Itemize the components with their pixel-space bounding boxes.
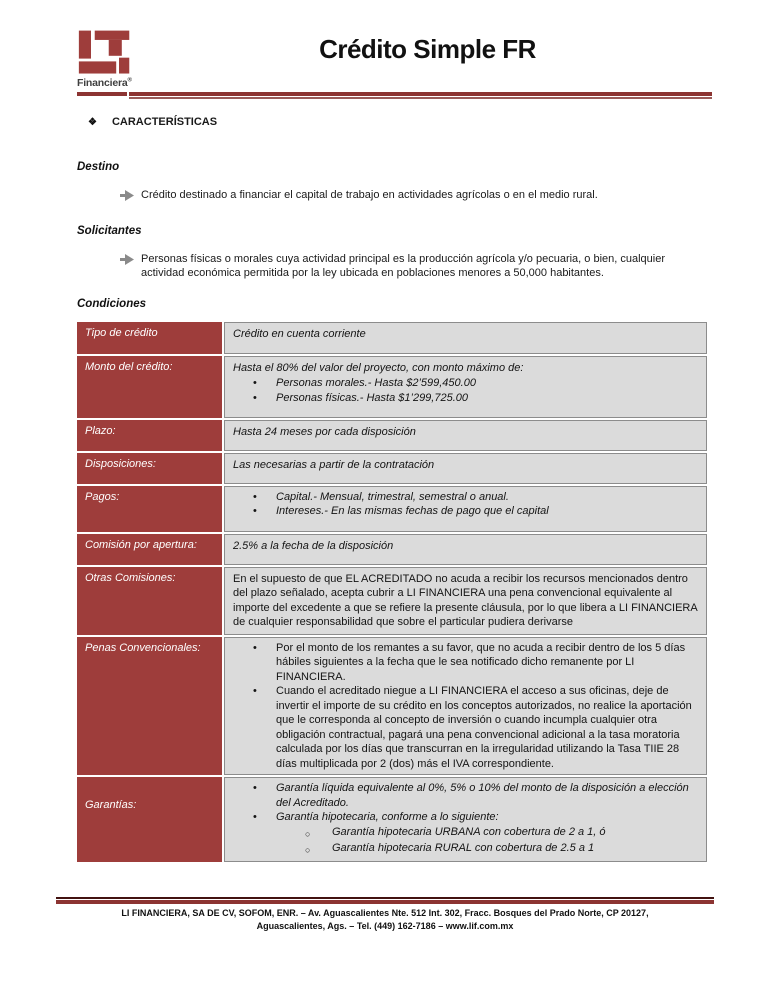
row-content-cell <box>224 567 707 635</box>
section-heading-solicitantes: Solicitantes <box>77 224 142 237</box>
footer-line: LI FINANCIERA, SA DE CV, SOFOM, ENR. – Av. Aguascalientes Nte. 512 Int. 302, Fracc. Bosques del Prado Norte, CP 20127, <box>121 908 649 918</box>
registered-mark: ® <box>127 77 132 84</box>
row-content-cell <box>224 534 707 565</box>
header-rule <box>129 92 712 99</box>
brand-logo <box>77 30 143 89</box>
sub-bullet-text: Garantía hipotecaria RURAL con cobertura de 2.5 a 1 <box>332 842 595 854</box>
bullet-text: Garantía líquida equivalente al 0%, 5% o 10% del monto de la disposición a elección del Acreditado. <box>276 782 689 809</box>
sub-bullet-item <box>233 841 698 858</box>
row-content-cell <box>224 486 707 532</box>
row-paragraph: En el supuesto de que EL ACREDITADO no acuda a recibir los recursos mencionados dentro del plazo señalado, acepta cubrir a LI FINANCIERA una pena convencional equivalente al importe del excedente a que se refiere la presente cláusula, por lo que libera a LI FINANCIERA de cualquier responsabilidad que sobre el particular pudiera derivarse <box>233 572 698 628</box>
table-row <box>77 420 707 451</box>
row-label-cell: Pagos: <box>77 486 222 532</box>
row-label-cell: Plazo: <box>77 420 222 451</box>
characteristics-label: CARACTERÍSTICAS <box>111 116 218 128</box>
table-row <box>77 637 707 776</box>
footer-rule <box>56 897 714 904</box>
bullet-marker-icon: • <box>253 811 257 823</box>
bullet-item <box>233 376 698 391</box>
bullet-marker-icon: • <box>253 685 257 697</box>
row-paragraph: Crédito en cuenta corriente <box>233 327 366 340</box>
footer-line: Aguascalientes, Ags. – Tel. (449) 162-7186 – www.lif.com.mx <box>256 921 514 931</box>
bullet-text: Garantía hipotecaria, conforme a lo siguiente: <box>276 811 499 823</box>
bullet-item <box>233 504 698 519</box>
logo-brand-label: Financiera® <box>77 77 132 89</box>
row-label-cell: Comisión por apertura: <box>77 534 222 565</box>
conditions-table <box>77 322 707 862</box>
row-content-cell <box>224 322 707 354</box>
table-row <box>77 777 707 862</box>
section-item-text: Crédito destinado a financiar el capital de trabajo en actividades agrícolas o en el medio rural. <box>141 189 598 201</box>
bullet-text: Capital.- Mensual, trimestral, semestral o anual. <box>276 490 509 503</box>
bullet-marker-icon: • <box>253 490 257 503</box>
section-item <box>120 252 712 281</box>
bullet-text: Personas morales.- Hasta $2’599,450.00 <box>276 377 476 389</box>
arrow-bullet-icon <box>120 188 141 206</box>
row-label-cell: Otras Comisiones: <box>77 567 222 635</box>
bullet-marker-icon: • <box>253 391 257 404</box>
sub-bullet-marker-icon: ○ <box>305 845 311 855</box>
bullet-text: Cuando el acreditado niegue a LI FINANCIERA el acceso a sus oficinas, deje de invertir el importe de su crédito en los conceptos autorizados, no realice la aportación que le corresponda al concepto de inversión o cuando incumpla cualquier otra obligación contractual, pagará una pena convencional adicional a la tasa moratoria calculada por los días que transcurran en la irregularidad utilizando la Tasa TIIE 28 días multiplicada por 2 (dos) más el IVA correspondiente. <box>276 685 692 770</box>
sub-bullet-text: Garantía hipotecaria URBANA con cobertura de 2 a 1, ó <box>332 825 606 838</box>
table-row <box>77 534 707 565</box>
row-label-cell: Disposiciones: <box>77 453 222 484</box>
li-financiera-logo-icon <box>77 30 133 76</box>
bullet-text: Por el monto de los remantes a su favor, que no acuda a recibir dentro de los 5 días hábiles siguientes a la fecha que le sea notificado dicho remanente por LI FINANCIERA. <box>276 641 686 683</box>
row-label-cell: Penas Convencionales: <box>77 637 222 776</box>
row-paragraph: Las necesarias a partir de la contratación <box>233 458 435 471</box>
bullet-item <box>233 810 698 825</box>
bullet-marker-icon: • <box>253 641 257 654</box>
row-label-cell: Monto del crédito: <box>77 356 222 418</box>
section-item <box>120 188 712 206</box>
table-row <box>77 356 707 418</box>
row-content-cell <box>224 777 707 862</box>
section-heading-destino: Destino <box>77 161 120 173</box>
section-item-text: Personas físicas o morales cuya actividad principal es la producción agrícola y/o pecuaria, o bien, cualquier actividad económica permitida por la ley ubicada en poblaciones menores a 50,000 habitantes. <box>141 252 666 279</box>
bullet-marker-icon: • <box>253 505 257 517</box>
section-heading-condiciones: Condiciones <box>77 297 147 310</box>
diamond-bullet-icon: ❖ <box>88 117 97 128</box>
bullet-marker-icon: • <box>253 377 257 389</box>
sub-bullet-item <box>233 825 698 842</box>
row-paragraph: Hasta el 80% del valor del proyecto, con monto máximo de: <box>233 361 524 374</box>
row-content-cell <box>224 453 707 484</box>
row-content-cell <box>224 356 707 418</box>
bullet-text: Intereses.- En las mismas fechas de pago que el capital <box>276 505 549 517</box>
table-row <box>77 322 707 354</box>
page-title: Crédito Simple FR <box>319 34 536 64</box>
row-content-cell <box>224 420 707 451</box>
bullet-item <box>233 641 698 685</box>
logo-underline <box>77 92 127 96</box>
bullet-item <box>233 391 698 406</box>
row-label-cell: Garantías: <box>77 777 222 862</box>
bullet-marker-icon: • <box>253 782 257 794</box>
row-paragraph: 2.5% a la fecha de la disposición <box>233 539 394 552</box>
row-label-cell: Tipo de crédito <box>77 322 222 354</box>
bullet-item <box>233 684 698 771</box>
table-row <box>77 486 707 532</box>
bullet-item <box>233 781 698 810</box>
bullet-item <box>233 490 698 505</box>
characteristics-heading <box>88 116 712 128</box>
sub-bullet-marker-icon: ○ <box>305 828 311 839</box>
bullet-text: Personas físicas.- Hasta $1’299,725.00 <box>276 391 469 404</box>
document-body <box>77 116 712 864</box>
footer <box>56 907 714 933</box>
table-row <box>77 567 707 635</box>
table-row <box>77 453 707 484</box>
arrow-bullet-icon <box>120 252 141 281</box>
row-paragraph: Hasta 24 meses por cada disposición <box>233 425 416 438</box>
row-content-cell <box>224 637 707 776</box>
